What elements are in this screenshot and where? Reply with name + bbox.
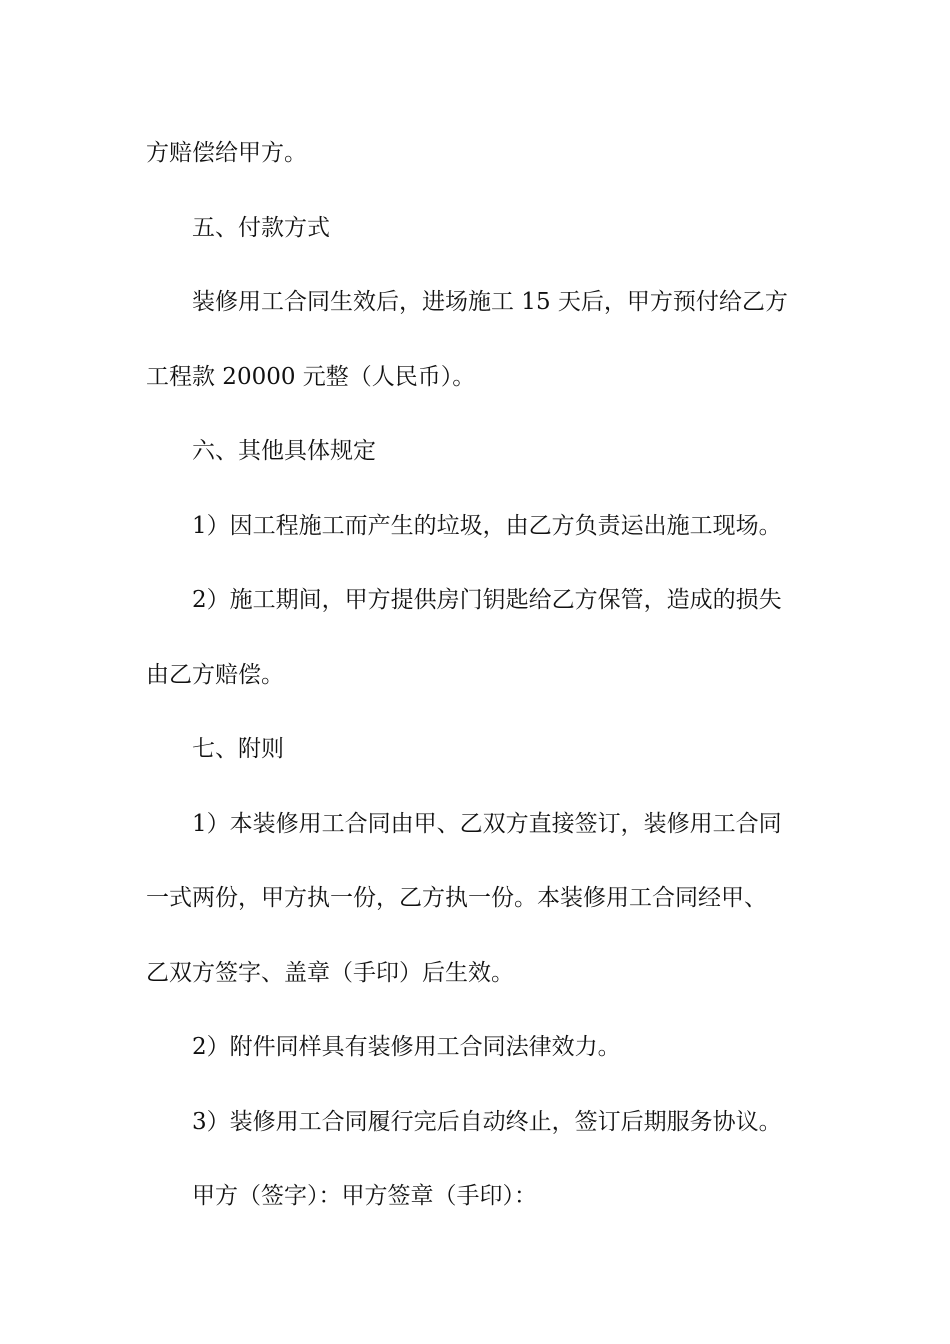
document-body — [146, 128, 808, 1246]
text-line-6: 1）因工程施工而产生的垃圾，由乙方负责运出施工现场。 — [192, 512, 782, 539]
text-line-11: 一式两份，甲方执一份，乙方执一份。本装修用工合同经甲、 — [146, 885, 767, 911]
text-line-7: 2）施工期间，甲方提供房门钥匙给乙方保管，造成的损失 — [192, 587, 782, 613]
section-heading-payment: 五、付款方式 — [192, 214, 330, 241]
text-line-10: 1）本装修用工合同由甲、乙双方直接签订，装修用工合同 — [192, 810, 782, 837]
text-line-8: 由乙方赔偿。 — [146, 661, 284, 688]
text-line-12: 乙双方签字、盖章（手印）后生效。 — [146, 959, 514, 986]
text-line-3: 装修用工合同生效后，进场施工 15 天后，甲方预付给乙方 — [192, 289, 788, 315]
signature-line: 甲方（签字）：甲方签章（手印）： — [192, 1183, 537, 1209]
text-line-14: 3）装修用工合同履行完后自动终止，签订后期服务协议。 — [192, 1108, 782, 1135]
section-heading-other-rules: 六、其他具体规定 — [192, 438, 376, 464]
text-line-1: 方赔偿给甲方。 — [146, 140, 307, 166]
text-line-13: 2）附件同样具有装修用工合同法律效力。 — [192, 1034, 621, 1060]
text-line-4: 工程款 20000 元整（人民币）。 — [146, 363, 476, 390]
section-heading-appendix: 七、附则 — [192, 736, 284, 762]
